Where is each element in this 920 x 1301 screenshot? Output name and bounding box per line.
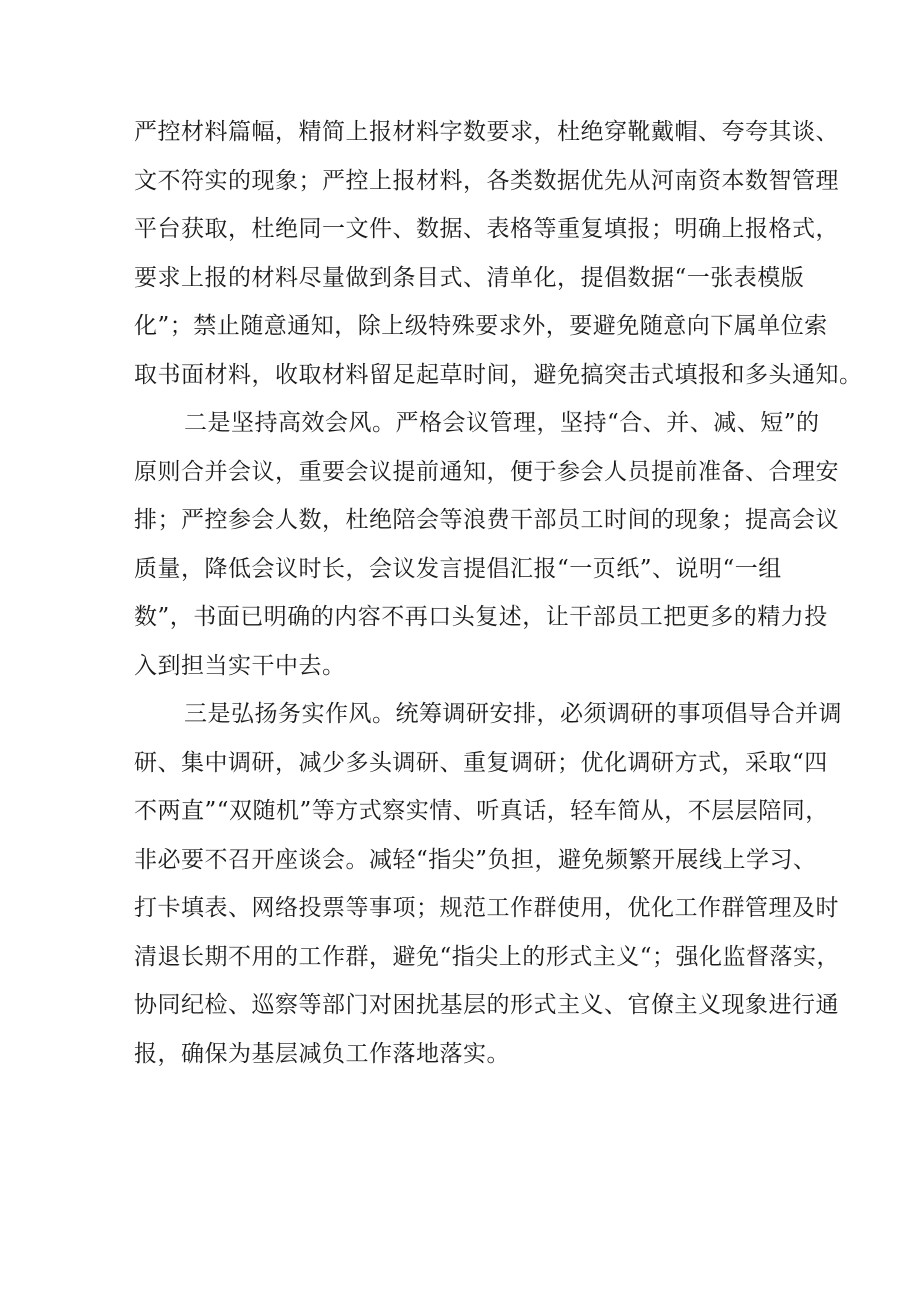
text-line: 报，确保为基层减负工作落地落实。 (134, 1040, 510, 1067)
text-line: 不两直”“双随机”等方式察实情、听真话，轻车简从，不层层陪同， (134, 798, 829, 824)
text-line: 协同纪检、巡察等部门对困扰基层的形式主义、官僚主义现象进行通 (134, 992, 839, 1018)
paragraph-2 (134, 399, 839, 690)
text-line: 严控材料篇幅，精简上报材料字数要求，杜绝穿靴戴帽、夸夸其谈、 (134, 119, 839, 145)
text-line: 取书面材料，收取材料留足起草时间，避免搞突击式填报和多头通知。 (134, 361, 863, 388)
paragraph-3 (134, 690, 842, 1078)
text-line: 二是坚持高效会风。严格会议管理，坚持“合、并、减、短”的 (184, 410, 820, 436)
text-line: 平台获取，杜绝同一文件、数据、表格等重复填报；明确上报格式， (134, 216, 839, 242)
text-line: 清退长期不用的工作群，避免“指尖上的形式主义“；强化监督落实， (134, 943, 841, 970)
text-line: 三是弘扬务实作风。统筹调研安排，必须调研的事项倡导合并调 (184, 701, 842, 727)
text-line: 文不符实的现象；严控上报材料，各类数据优先从河南资本数智管理 (134, 167, 839, 194)
document-body (134, 108, 863, 1078)
text-line: 原则合并会议，重要会议提前通知，便于参会人员提前准备、合理安 (134, 458, 839, 485)
text-line: 打卡填表、网络投票等事项；规范工作群使用，优化工作群管理及时 (134, 895, 839, 921)
text-line: 排；严控参会人数，杜绝陪会等浪费干部员工时间的现象；提高会议 (134, 507, 839, 533)
text-line: 研、集中调研，减少多头调研、重复调研；优化调研方式，采取“四 (134, 749, 828, 776)
text-line: 非必要不召开座谈会。减轻“指尖”负担，避免频繁开展线上学习、 (134, 846, 817, 873)
text-line: 入到担当实干中去。 (134, 652, 346, 679)
paragraph-1 (134, 108, 863, 399)
text-line: 化”；禁止随意通知，除上级特殊要求外，要避免随意向下属单位索 (134, 313, 828, 339)
text-line: 数”，书面已明确的内容不再口头复述，让干部员工把更多的精力投 (134, 604, 828, 630)
text-line: 要求上报的材料尽量做到条目式、清单化，提倡数据“一张表模版 (134, 264, 805, 291)
text-line: 质量，降低会议时长，会议发言提倡汇报“一页纸”、说明“一组 (134, 555, 782, 582)
